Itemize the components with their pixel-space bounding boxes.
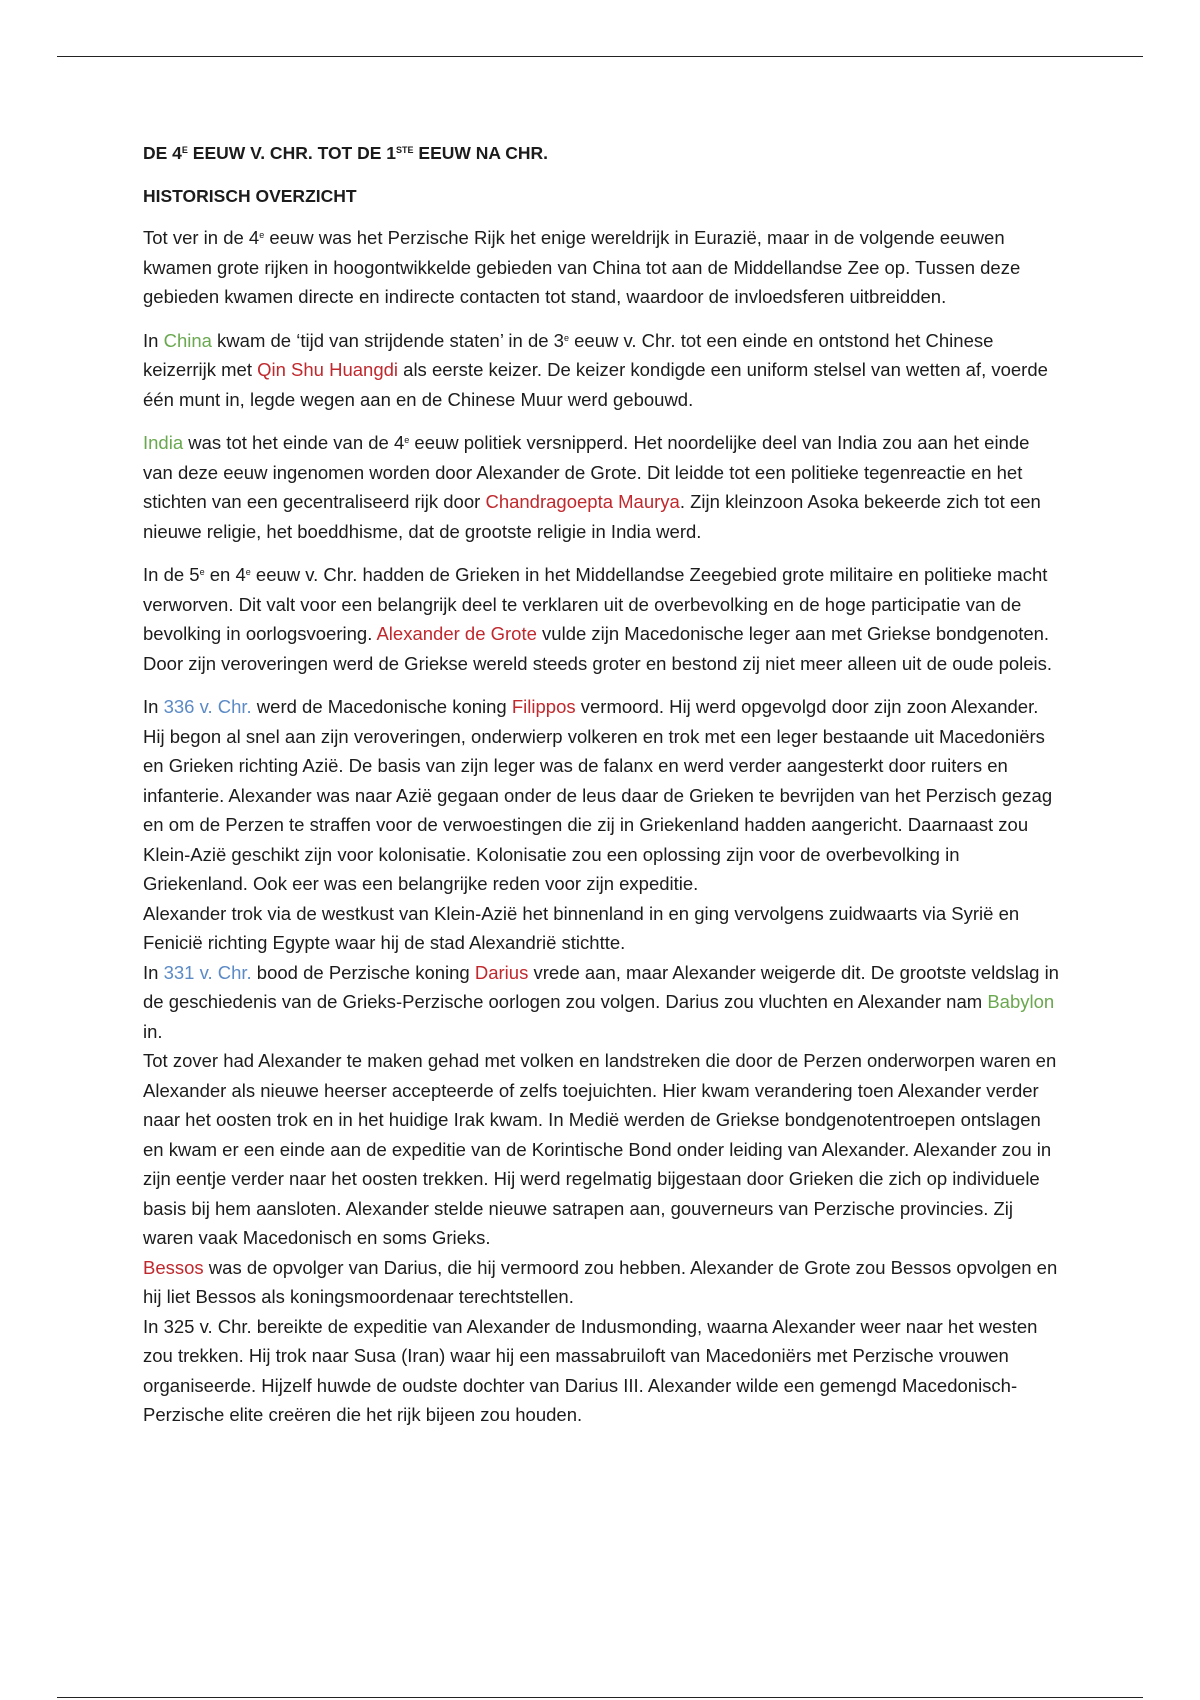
line-east: Tot zover had Alexander te maken gehad met volken en landstreken die door de Perzen onderworpen waren en Alexander als nieuwe heerser accepteerde of zelfs toejuichten. Hier kwam verandering toen Alexander verder naar het oosten trok en in het huidige Irak kwam. In Medië werden de Griekse bondgenotentroepen ontslagen en kwam er een einde aan de expeditie van de Korintische Bond onder leiding van Alexander. Alexander zou in zijn eentje verder naar het oosten trekken. Hij werd regelmatig bijgestaan door Grieken die zich op individuele basis bij hem aansloten. Alexander stelde nieuwe satrapen aan, gouverneurs van Perzische provincies. Zij waren vaak Macedonisch en soms Grieks. <box>143 1050 1057 1248</box>
year-336: 336 v. Chr. <box>163 696 252 717</box>
place-india: India <box>143 432 184 453</box>
top-rule <box>57 56 1143 57</box>
paragraph-india: India was tot het einde van de 4e eeuw politiek versnipperd. Het noordelijke deel van India zou aan het einde van deze eeuw ingenomen worden door Alexander de Grote. Dit leidde tot een politieke tegenreactie en het stichten van een gecentraliseerd rijk door Chandragoepta Maurya. Zijn kleinzoon Asoka bekeerde zich tot een nieuwe religie, het boeddhisme, dat de grootste religie in India werd. <box>143 432 1041 542</box>
person-chandragoepta: Chandragoepta Maurya <box>485 491 680 512</box>
paragraph-alexander <box>143 692 1063 1430</box>
place-babylon: Babylon <box>987 991 1055 1012</box>
line-route: Alexander trok via de westkust van Klein-Azië het binnenland in en ging vervolgens zuidwaarts via Syrië en Fenicië richting Egypte waar hij de stad Alexandrië stichtte. <box>143 902 1020 953</box>
line-susa: In 325 v. Chr. bereikte de expeditie van Alexander de Indusmonding, waarna Alexander weer naar het westen zou trekken. Hij trok naar Susa (Iran) waar hij een massabruiloft van Macedoniërs met Perzische vrouwen organiseerde. Hijzelf huwde de oudste dochter van Darius III. Alexander wilde een gemengd Macedonisch-Perzische elite creëren die het rijk bijeen zou houden. <box>143 1315 1038 1425</box>
section-heading: HISTORISCH OVERZICHT <box>143 186 357 206</box>
person-qin-shu-huangdi: Qin Shu Huangdi <box>257 359 399 380</box>
paragraph-china: In China kwam de ‘tijd van strijdende staten’ in de 3e eeuw v. Chr. tot een einde en ontstond het Chinese keizerrijk met Qin Shu Huangdi als eerste keizer. De keizer kondigde een uniform stelsel van wetten af, voerde één munt in, legde wegen aan en de Chinese Muur werd gebouwd. <box>143 329 1048 410</box>
person-darius: Darius <box>474 961 529 983</box>
person-bessos: Bessos <box>143 1256 204 1278</box>
line-bessos: Bessos was de opvolger van Darius, die hij vermoord zou hebben. Alexander de Grote zou Bessos opvolgen en hij liet Bessos als koningsmoordenaar terechtstellen. <box>143 1256 1058 1307</box>
line-filippos: In 336 v. Chr. werd de Macedonische koning Filippos vermoord. Hij werd opgevolgd door zijn zoon Alexander. Hij begon al snel aan zijn veroveringen, onderwierp volkeren en trok met een leger bestaande uit Macedoniërs en Grieken richting Azië. De basis van zijn leger was de falanx en werd verder aangesterkt door ruiters en infanterie. Alexander was naar Azië gegaan onder de leus daar de Grieken te bevrijden van het Perzisch gezag en om de Perzen te straffen voor de verwoestingen die zij in Griekenland hadden aangericht. Daarnaast zou Klein-Azië geschikt zijn voor kolonisatie. Kolonisatie zou een oplossing zijn voor de overbevolking in Griekenland. Ook eer was een belangrijke reden voor zijn expeditie. <box>143 696 1053 894</box>
paragraph-greeks: In de 5e en 4e eeuw v. Chr. hadden de Grieken in het Middellandse Zeegebied grote militaire en politieke macht verworven. Dit valt voor een belangrijk deel te verklaren uit de overbevolking en de hoge participatie van de bevolking in oorlogsvoering. Alexander de Grote vulde zijn Macedonische leger aan met Griekse bondgenoten. Door zijn veroveringen werd de Griekse wereld steeds groter en bestond zij niet meer alleen uit de oude poleis. <box>143 564 1053 674</box>
place-china: China <box>163 329 212 351</box>
line-darius: In 331 v. Chr. bood de Perzische koning Darius vrede aan, maar Alexander weigerde dit. De grootste veldslag in de geschiedenis van de Grieks-Perzische oorlogen zou volgen. Darius zou vluchten en Alexander nam Babylon in. <box>143 961 1059 1042</box>
person-filippos: Filippos <box>511 696 576 717</box>
person-alexander: Alexander de Grote <box>376 623 537 644</box>
year-331: 331 v. Chr. <box>163 961 252 983</box>
document-title: DE $4^E$ EEUW V. CHR. TOT DE 1STE EEUW NA CHR. <box>143 143 549 163</box>
document-body <box>143 140 1063 1444</box>
bottom-rule <box>57 1697 1143 1698</box>
paragraph-intro: Tot ver in de 4e eeuw was het Perzische Rijk het enige wereldrijk in Eurazië, maar in de volgende eeuwen kwamen grote rijken in hoogontwikkelde gebieden van China tot aan de Middellandse Zee op. Tussen deze gebieden kwamen directe en indirecte contacten tot stand, waardoor de invloedsferen uitbreidden. <box>143 227 1021 307</box>
